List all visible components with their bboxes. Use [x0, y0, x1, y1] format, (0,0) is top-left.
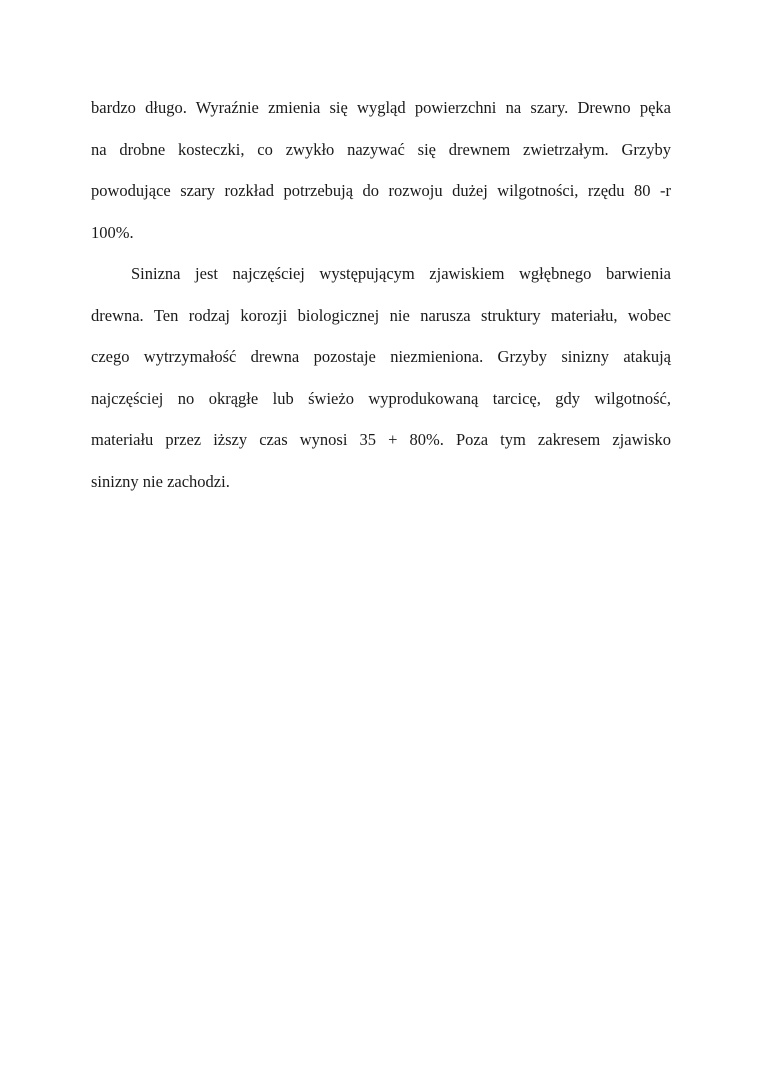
text-line: bardzo długo. Wyraźnie zmienia się wygląd powierzchni na szary. Drewno pęka [91, 98, 671, 117]
document-body [91, 87, 671, 502]
text-line: najczęściej no okrągłe lub świeżo wyprodukowaną tarcicę, gdy wilgotność, [91, 388, 671, 408]
text-line: na drobne kosteczki, co zwykło nazywać się drewnem zwietrzałym. Grzyby [91, 139, 671, 159]
text-line: 100%. [91, 222, 134, 242]
text-line: drewna. Ten rodzaj korozji biologicznej nie narusza struktury materiału, wobec [91, 305, 671, 325]
text-line: materiału przez iższy czas wynosi 35 + 80%. Poza tym zakresem zjawisko [91, 430, 671, 449]
text-line: czego wytrzymałość drewna pozostaje niezmieniona. Grzyby sinizny atakują [91, 347, 671, 366]
text-line: powodujące szary rozkład potrzebują do rozwoju dużej wilgotności, rzędu 80 -r [91, 181, 671, 200]
text-line: Sinizna jest najczęściej występującym zjawiskiem wgłębnego barwienia [131, 264, 671, 283]
paragraph-1 [91, 87, 671, 253]
paragraph-2 [91, 253, 671, 502]
text-line: sinizny nie zachodzi. [91, 471, 230, 491]
